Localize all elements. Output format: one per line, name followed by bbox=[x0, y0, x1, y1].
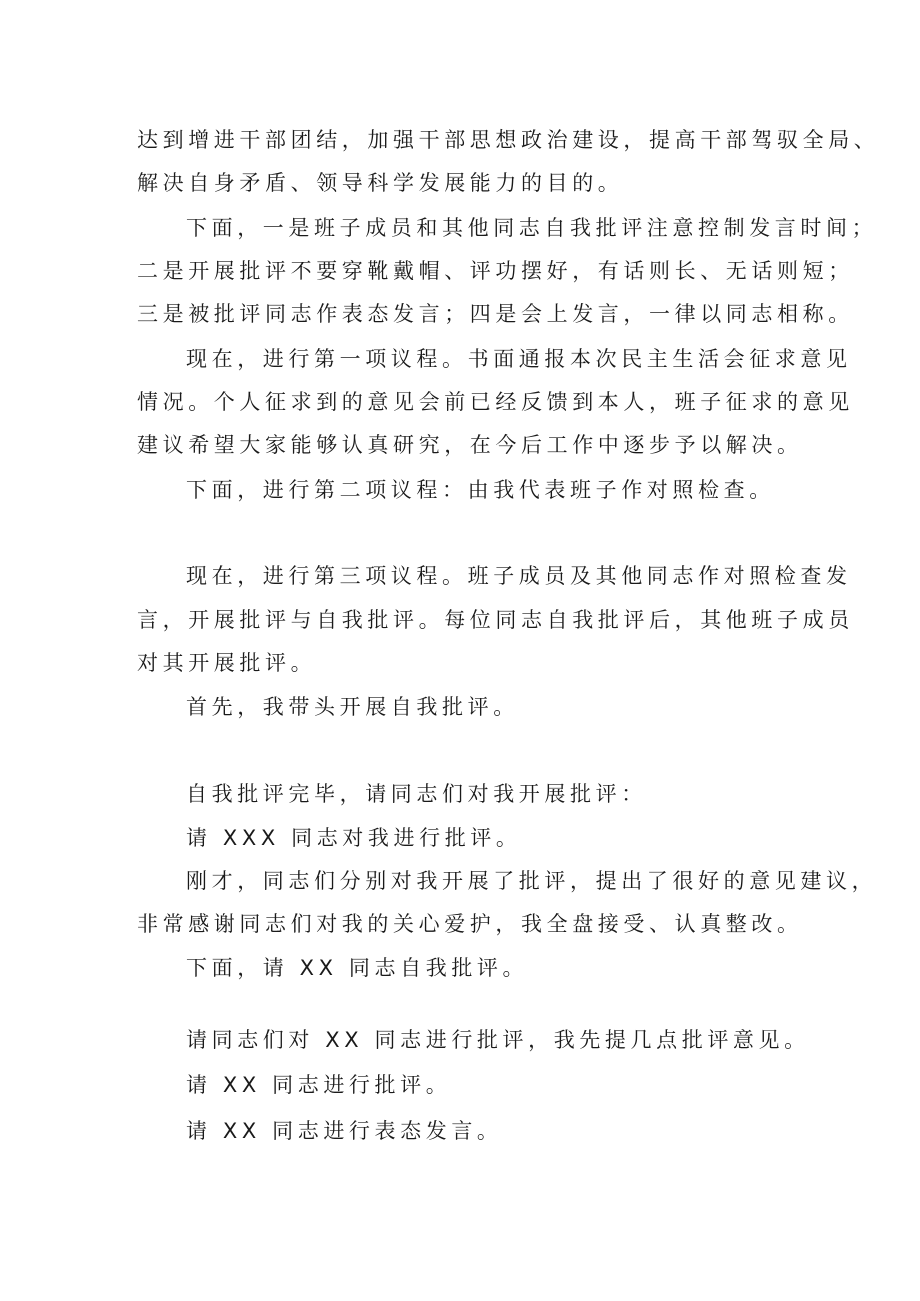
text-line: 请 XX 同志进行批评。 bbox=[186, 1073, 452, 1097]
text-line: 现在，进行第一项议程。书面通报本次民主生活会征求意见 bbox=[186, 347, 852, 371]
text-line: 请同志们对 XX 同志进行批评，我先提几点批评意见。 bbox=[186, 1028, 810, 1052]
text-line: 请 XX 同志进行表态发言。 bbox=[186, 1119, 503, 1143]
text-line: 二是开展批评不要穿靴戴帽、评功摆好，有话则长、无话则短； bbox=[137, 259, 854, 283]
text-line: 刚才，同志们分别对我开展了批评，提出了很好的意见建议， bbox=[186, 869, 878, 893]
text-line: 自我批评完毕，请同志们对我开展批评： bbox=[186, 782, 647, 806]
text-line: 请 XXX 同志对我进行批评。 bbox=[186, 826, 522, 850]
text-line: 建议希望大家能够认真研究，在今后工作中逐步予以解决。 bbox=[137, 433, 803, 457]
text-line: 下面，一是班子成员和其他同志自我批评注意控制发言时间； bbox=[186, 216, 878, 240]
text-line: 下面，进行第二项议程：由我代表班子作对照检查。 bbox=[186, 478, 775, 502]
text-line: 下面，请 XX 同志自我批评。 bbox=[186, 956, 529, 980]
text-line: 解决自身矛盾、领导科学发展能力的目的。 bbox=[137, 171, 624, 195]
text-line: 现在，进行第三项议程。班子成员及其他同志作对照检查发 bbox=[186, 564, 852, 588]
text-line: 言，开展批评与自我批评。每位同志自我批评后，其他班子成员 bbox=[137, 608, 854, 632]
text-line: 三是被批评同志作表态发言；四是会上发言，一律以同志相称。 bbox=[137, 302, 854, 326]
text-line: 非常感谢同志们对我的关心爱护，我全盘接受、认真整改。 bbox=[137, 912, 803, 936]
text-line: 首先，我带头开展自我批评。 bbox=[186, 695, 519, 719]
text-line: 情况。个人征求到的意见会前已经反馈到本人，班子征求的意见 bbox=[137, 390, 854, 414]
text-line: 对其开展批评。 bbox=[137, 651, 317, 675]
text-line: 达到增进干部团结，加强干部思想政治建设，提高干部驾驭全局、 bbox=[137, 128, 880, 152]
